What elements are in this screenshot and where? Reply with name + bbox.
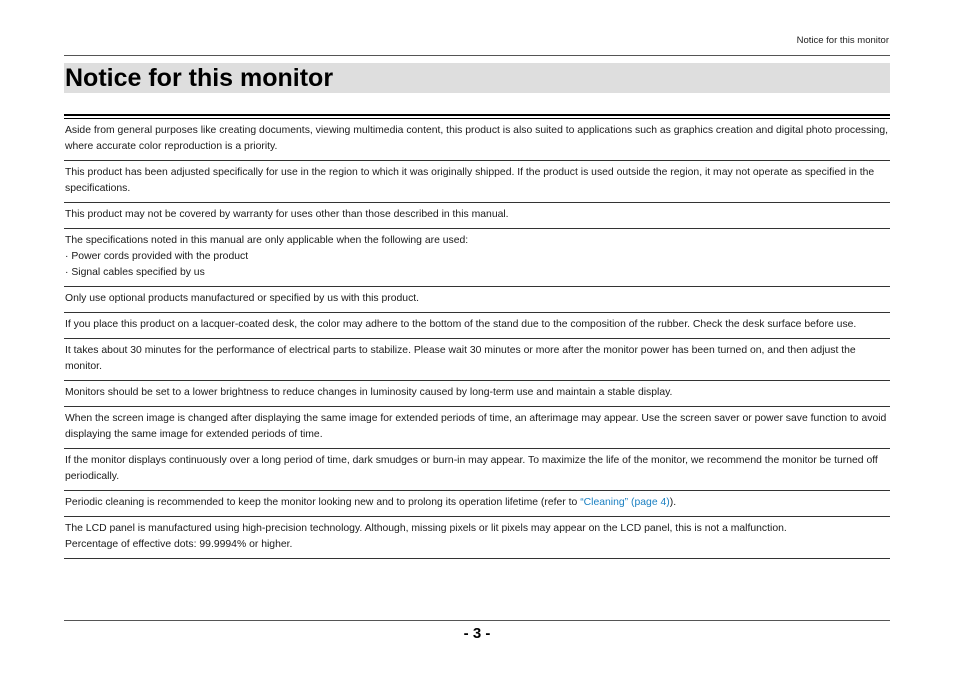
notice-text: [65, 495, 889, 511]
bullet-item: · Signal cables specified by us: [65, 265, 889, 281]
notice-text: If the monitor displays continuously over a long period of time, dark smudges or burn-in may appear. To maximize the life of the monitor, we recommend the monitor be turned off periodically.: [65, 455, 878, 482]
notice-text: Aside from general purposes like creating documents, viewing multimedia content, this product is also suited to applications such as graphics creation and digital photo processing, where accurate color reproduction is a priority.: [65, 125, 889, 152]
notice-text: This product has been adjusted specifically for use in the region to which it was originally shipped. If the product is used outside the region, it may not operate as specified in the specifications.: [65, 167, 875, 194]
notice-item: [64, 287, 890, 313]
notice-item: [64, 381, 890, 407]
notice-item: [64, 491, 890, 517]
running-header: Notice for this monitor: [796, 35, 889, 46]
notice-item: [64, 229, 890, 287]
notice-item: [64, 161, 890, 203]
notice-text: If you place this product on a lacquer-coated desk, the color may adhere to the bottom of the stand due to the composition of the rubber. Check the desk surface before use.: [65, 319, 857, 330]
notice-item: [64, 407, 890, 449]
notice-text-after-link: ).: [669, 497, 677, 508]
notice-item: [64, 119, 890, 161]
page-title: Notice for this monitor: [65, 64, 334, 92]
notice-text: Only use optional products manufactured or specified by us with this product.: [65, 293, 420, 304]
notice-list: [64, 119, 890, 559]
notice-text: It takes about 30 minutes for the performance of electrical parts to stabilize. Please wait 30 minutes or more after the monitor power has been turned on, and then adjust the monitor.: [65, 345, 856, 372]
notice-text: When the screen image is changed after displaying the same image for extended periods of time, an afterimage may appear. Use the screen saver or power save function to avoid displaying the same image for extended periods of time.: [65, 413, 887, 440]
notice-text: The specifications noted in this manual are only applicable when the following are used:: [65, 235, 469, 246]
cleaning-page-link[interactable]: “Cleaning” (page 4): [580, 497, 670, 508]
notice-item: [64, 313, 890, 339]
bullet-item: · Power cords provided with the product: [65, 249, 889, 265]
notice-item: [64, 203, 890, 229]
page-number: - 3 -: [463, 625, 491, 642]
notice-item: [64, 339, 890, 381]
notice-item: [64, 449, 890, 491]
notice-text: Percentage of effective dots: 99.9994% or higher.: [65, 539, 293, 550]
notice-text: The LCD panel is manufactured using high-precision technology. Although, missing pixels or lit pixels may appear on the LCD panel, this is not a malfunction.: [65, 523, 787, 534]
notice-text: This product may not be covered by warranty for uses other than those described in this manual.: [65, 209, 509, 220]
header-rule: [64, 55, 890, 56]
notice-text-before-link: Periodic cleaning is recommended to keep the monitor looking new and to prolong its operation lifetime (refer to: [65, 497, 581, 508]
footer-rule: [64, 620, 890, 621]
notice-text: Monitors should be set to a lower brightness to reduce changes in luminosity caused by long-term use and maintain a stable display.: [65, 387, 673, 398]
notice-item: [64, 517, 890, 559]
title-rule-thick: [64, 114, 890, 116]
title-bar: [64, 63, 890, 93]
